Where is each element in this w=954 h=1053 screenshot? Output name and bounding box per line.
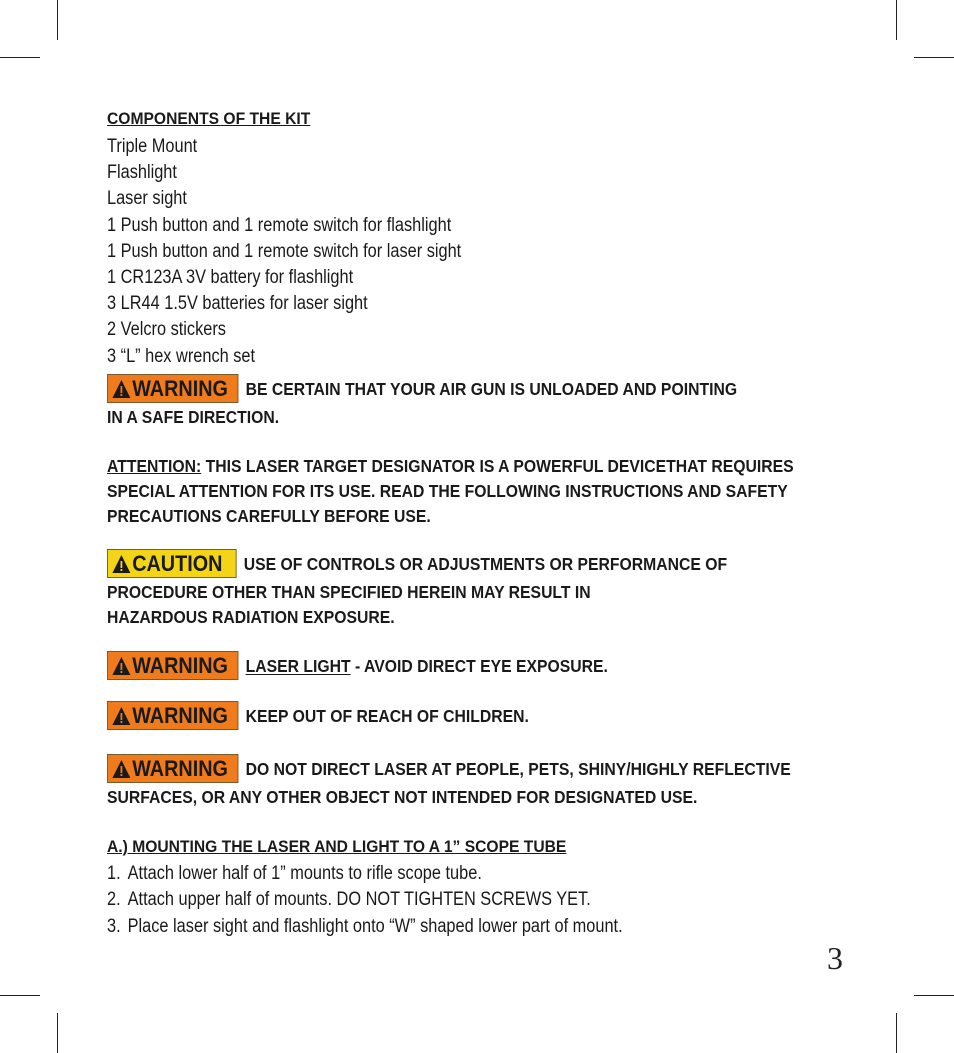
- list-item: 3 “L” hex wrench set: [107, 345, 256, 367]
- mounting-steps: [107, 861, 847, 941]
- attention-notice: [107, 454, 847, 528]
- warning-badge: WARNING: [107, 374, 238, 403]
- crop-mark: [914, 57, 954, 58]
- list-item: 2. Attach upper half of mounts. DO NOT TIGHTEN SCREWS YET.: [107, 889, 591, 911]
- components-list: [107, 134, 847, 370]
- crop-mark: [0, 57, 40, 58]
- caution-badge: CAUTION: [107, 549, 237, 578]
- warning-badge: WARNING: [107, 701, 238, 730]
- warning-triangle-icon: [112, 706, 132, 726]
- warning-triangle-icon: [112, 656, 132, 676]
- list-item: Laser sight: [107, 188, 187, 210]
- components-heading: COMPONENTS OF THE KIT: [107, 109, 311, 128]
- warning-triangle-icon: [112, 759, 132, 779]
- crop-mark: [896, 1013, 897, 1053]
- caution-notice: CAUTION USE OF CONTROLS OR ADJUSTMENTS OR PERFORMANCE OF PROCEDURE OTHER THAN SPECIFIED HEREIN MAY RESULT IN HAZARDOUS RADIATION EXPOSURE.: [107, 551, 728, 627]
- list-item: 3. Place laser sight and flashlight onto “W” shaped lower part of mount.: [107, 915, 623, 937]
- warning-triangle-icon: [112, 379, 132, 399]
- page-number: 3: [827, 940, 843, 976]
- warning-badge: WARNING: [107, 754, 238, 783]
- warning-badge: WARNING: [107, 651, 238, 680]
- crop-mark: [896, 0, 897, 40]
- crop-mark: [57, 0, 58, 40]
- list-item: Triple Mount: [107, 136, 198, 157]
- crop-mark: [0, 995, 40, 996]
- warning-children: WARNING KEEP OUT OF REACH OF CHILDREN.: [107, 703, 847, 732]
- crop-mark: [914, 995, 954, 996]
- crop-mark: [57, 1013, 58, 1053]
- list-item: 1. Attach lower half of 1” mounts to rifle scope tube.: [107, 862, 482, 884]
- warning-direct-laser: WARNING DO NOT DIRECT LASER AT PEOPLE, PETS, SHINY/HIGHLY REFLECTIVE SURFACES, OR ANY OTHER OBJECT NOT INTENDED FOR DESIGNATED USE.: [107, 756, 791, 808]
- list-item: 1 CR123A 3V battery for flashlight: [107, 267, 354, 289]
- attention-text: THIS LASER TARGET DESIGNATOR IS A POWERFUL DEVICETHAT REQUIRES SPECIAL ATTENTION FOR ITS USE. READ THE FOLLOWING INSTRUCTIONS AND SAFETY PRECAUTIONS CAREFULLY BEFORE USE.: [107, 456, 794, 526]
- warning-unloaded: WARNING BE CERTAIN THAT YOUR AIR GUN IS UNLOADED AND POINTING IN A SAFE DIRECTION.: [107, 375, 738, 427]
- attention-label: ATTENTION:: [107, 456, 202, 477]
- caution-triangle-icon: [112, 554, 132, 574]
- manual-page: [107, 108, 847, 940]
- list-item: 1 Push button and 1 remote switch for flashlight: [107, 214, 452, 236]
- list-item: 3 LR44 1.5V batteries for laser sight: [107, 293, 368, 315]
- list-item: Flashlight: [107, 162, 177, 184]
- mounting-heading: A.) MOUNTING THE LASER AND LIGHT TO A 1” SCOPE TUBE: [107, 836, 567, 856]
- list-item: 2 Velcro stickers: [107, 319, 226, 341]
- list-item: 1 Push button and 1 remote switch for laser sight: [107, 240, 462, 262]
- warning-laser-light: WARNING LASER LIGHT - AVOID DIRECT EYE EXPOSURE.: [107, 653, 847, 682]
